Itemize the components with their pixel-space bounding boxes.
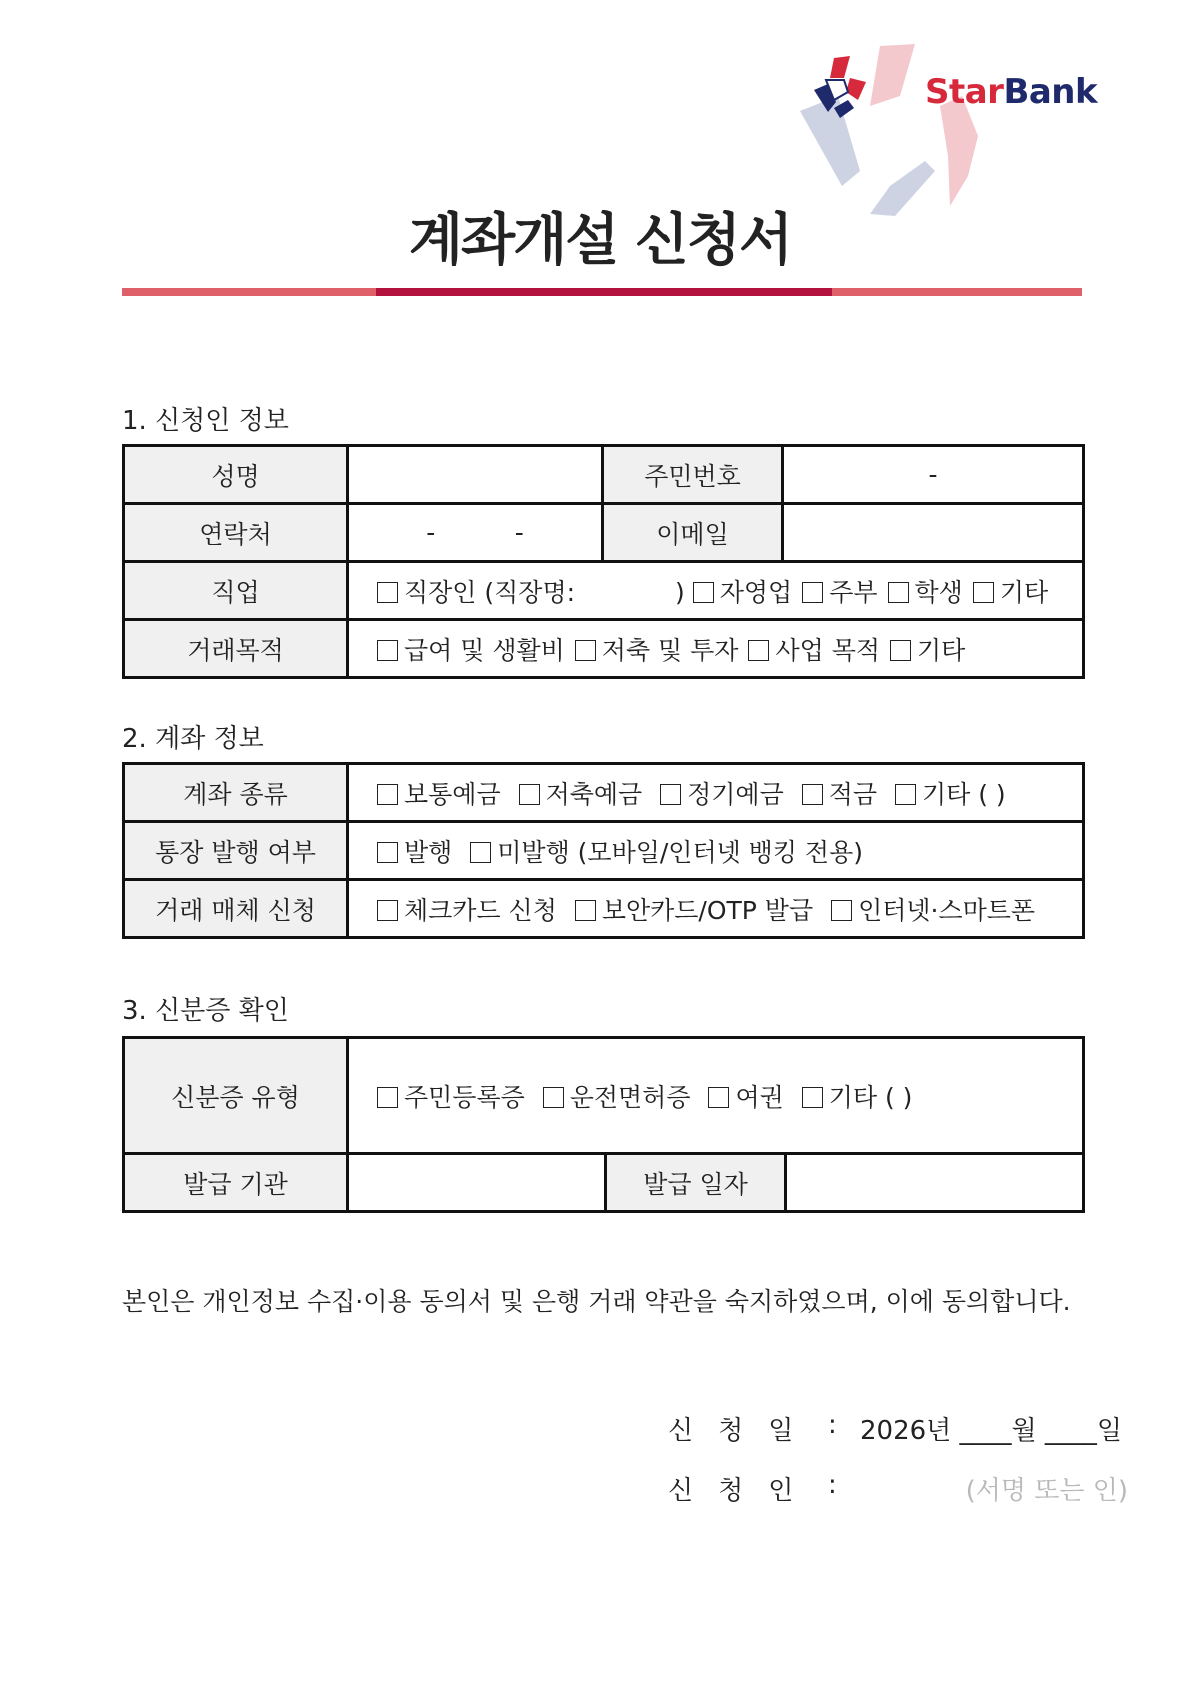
account-type-regular[interactable]: 보통예금: [377, 780, 501, 809]
job-options: [348, 562, 1084, 620]
account-type-installment[interactable]: 적금: [802, 780, 877, 809]
name-field[interactable]: [348, 446, 603, 504]
section1-title: 1. 신청인 정보: [122, 406, 289, 436]
account-type-options: [348, 764, 1084, 822]
contact-field[interactable]: - -: [348, 504, 603, 562]
consent-statement: 본인은 개인정보 수집·이용 동의서 및 은행 거래 약관을 숙지하였으며, 이에 동의합니다.: [122, 1287, 1071, 1316]
issuer-field[interactable]: [348, 1154, 606, 1212]
checkbox[interactable]: [693, 582, 714, 603]
title-rule-left: [122, 288, 376, 296]
checkbox[interactable]: [895, 784, 916, 805]
checkbox[interactable]: [888, 582, 909, 603]
id-option-other[interactable]: 기타 ( ): [802, 1083, 913, 1112]
purpose-label: 거래목적: [124, 620, 348, 678]
account-info-table: [122, 762, 1085, 939]
job-option-selfemployed[interactable]: 자영업: [693, 578, 792, 607]
id-option-resident[interactable]: 주민등록증: [377, 1083, 525, 1112]
applicant-label: 신청인: [668, 1476, 819, 1506]
checkbox[interactable]: [973, 582, 994, 603]
job-option-other[interactable]: 기타: [973, 578, 1048, 607]
application-date-label: 신청일: [668, 1416, 819, 1446]
id-type-options: [348, 1038, 1084, 1154]
application-date-row: [668, 1410, 1128, 1450]
passbook-label: 통장 발행 여부: [124, 822, 348, 880]
title-rule-right: [832, 288, 1082, 296]
passbook-issue[interactable]: 발행: [377, 838, 452, 867]
account-type-fixed[interactable]: 정기예금: [660, 780, 784, 809]
media-options: [348, 880, 1084, 938]
contact-label: 연락처: [124, 504, 348, 562]
id-option-passport[interactable]: 여권: [708, 1083, 783, 1112]
purpose-option-business[interactable]: 사업 목적: [748, 636, 880, 665]
checkbox[interactable]: [377, 1087, 398, 1108]
checkbox[interactable]: [890, 640, 911, 661]
job-label: 직업: [124, 562, 348, 620]
colon: :: [828, 1410, 837, 1440]
applicant-row: [668, 1470, 1128, 1510]
media-label: 거래 매체 신청: [124, 880, 348, 938]
checkbox[interactable]: [377, 784, 398, 805]
page-title: 계좌개설 신청서: [408, 208, 792, 273]
id-type-label: 신분증 유형: [124, 1038, 348, 1154]
checkbox[interactable]: [519, 784, 540, 805]
job-option-student[interactable]: 학생: [888, 578, 963, 607]
applicant-info-table: [122, 444, 1085, 679]
account-type-label: 계좌 종류: [124, 764, 348, 822]
brand-name: StarBank: [925, 72, 1098, 112]
checkbox[interactable]: [748, 640, 769, 661]
media-check-card[interactable]: 체크카드 신청: [377, 896, 557, 925]
account-type-savings[interactable]: 저축예금: [519, 780, 643, 809]
signature-field[interactable]: (서명 또는 인): [965, 1476, 1128, 1506]
rrn-label: 주민번호: [603, 446, 783, 504]
job-option-employee[interactable]: 직장인 (직장명:: [377, 578, 575, 607]
colon: :: [828, 1470, 837, 1500]
checkbox[interactable]: [831, 900, 852, 921]
rrn-field[interactable]: -: [783, 446, 1084, 504]
issue-date-field[interactable]: [786, 1154, 1084, 1212]
section3-title: 3. 신분증 확인: [122, 996, 289, 1026]
passbook-options: [348, 822, 1084, 880]
checkbox[interactable]: [575, 900, 596, 921]
purpose-option-living[interactable]: 급여 및 생활비: [377, 636, 565, 665]
email-field[interactable]: [783, 504, 1084, 562]
account-type-other[interactable]: 기타 ( ): [895, 780, 1006, 809]
checkbox[interactable]: [377, 582, 398, 603]
checkbox[interactable]: [660, 784, 681, 805]
issuer-label: 발급 기관: [124, 1154, 348, 1212]
job-option-employee-close: ): [675, 577, 685, 607]
media-otp[interactable]: 보안카드/OTP 발급: [575, 896, 813, 925]
section2-title: 2. 계좌 정보: [122, 724, 264, 754]
purpose-option-other[interactable]: 기타: [890, 636, 965, 665]
application-date-field[interactable]: 2026년 ____월 ____일: [860, 1416, 1123, 1446]
email-label: 이메일: [603, 504, 783, 562]
checkbox[interactable]: [377, 842, 398, 863]
id-check-table: [122, 1036, 1085, 1213]
checkbox[interactable]: [802, 1087, 823, 1108]
checkbox[interactable]: [802, 582, 823, 603]
checkbox[interactable]: [377, 640, 398, 661]
media-internet[interactable]: 인터넷·스마트폰: [831, 896, 1035, 925]
checkbox[interactable]: [708, 1087, 729, 1108]
checkbox[interactable]: [377, 900, 398, 921]
checkbox[interactable]: [575, 640, 596, 661]
issue-date-label: 발급 일자: [606, 1154, 786, 1212]
checkbox[interactable]: [543, 1087, 564, 1108]
job-option-homemaker[interactable]: 주부: [802, 578, 877, 607]
passbook-no-issue[interactable]: 미발행 (모바일/인터넷 뱅킹 전용): [470, 838, 863, 867]
checkbox[interactable]: [470, 842, 491, 863]
name-label: 성명: [124, 446, 348, 504]
checkbox[interactable]: [802, 784, 823, 805]
title-rule-center: [376, 288, 832, 296]
purpose-option-savings[interactable]: 저축 및 투자: [575, 636, 739, 665]
purpose-options: [348, 620, 1084, 678]
id-option-license[interactable]: 운전면허증: [543, 1083, 691, 1112]
